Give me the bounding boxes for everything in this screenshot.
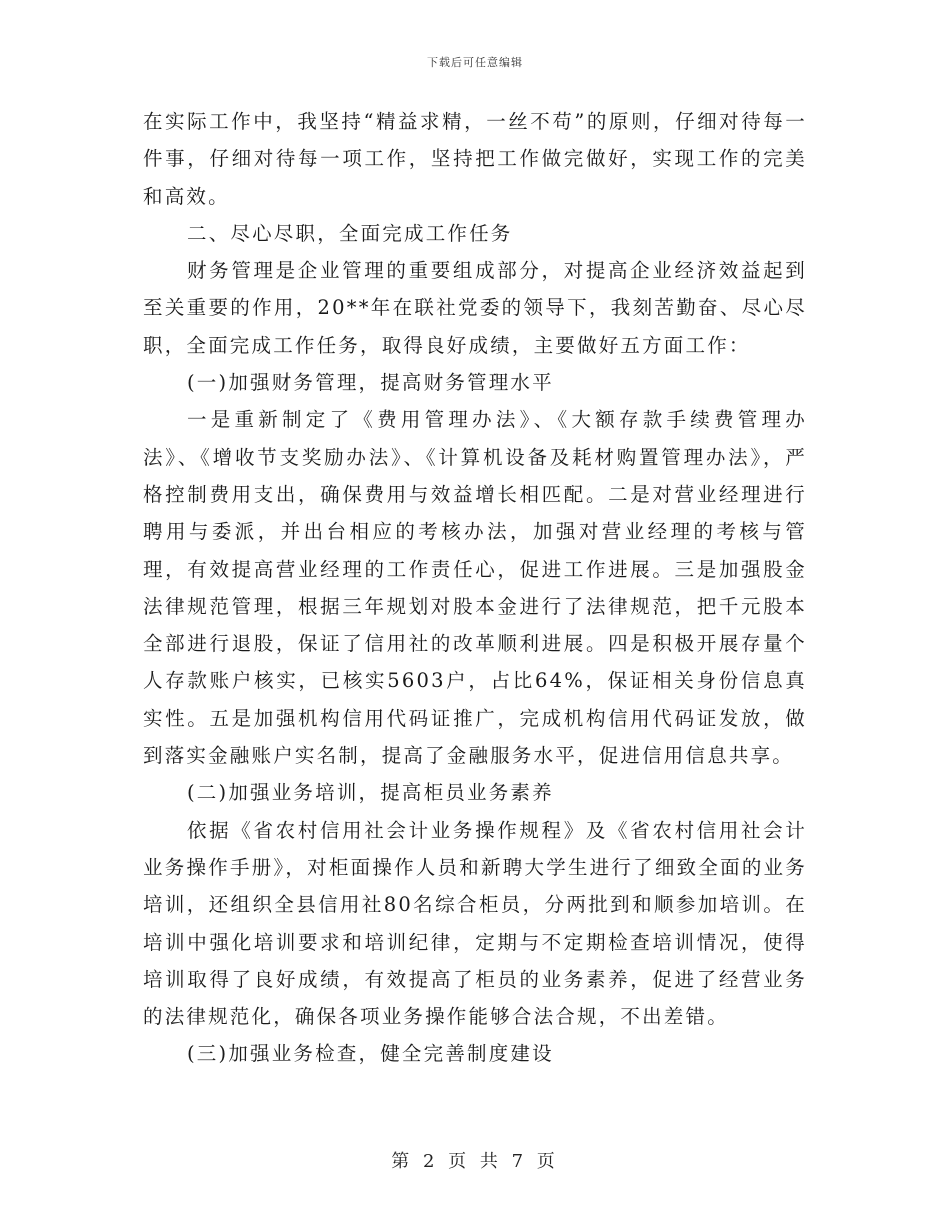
subheading-3: (三)加强业务检查，健全完善制度建设 — [187, 1042, 554, 1066]
paragraph-training: 依据《省农村信用社会计业务操作规程》及《省农村信用社会计业务操作手册》，对柜面操作人员和新聘大学生进行了细致全面的业务培训，还组织全县信用社80名综合柜员，分两批到和顺参加培训。在培训中强化培训要求和培训纪律，定期与不定期检查培训情况，使得培训取得了良好成绩，有效提高了柜员的业务素养，促进了经营业务的法律规范化，确保各项业务操作能够合法合规，不出差错。 — [143, 818, 807, 1029]
paragraph-finance-intro: 财务管理是企业管理的重要组成部分，对提高企业经济效益起到至关重要的作用，20**年在联社党委的领导下，我刻苦勤奋、尽心尽职，全面完成工作任务，取得良好成绩，主要做好五方面工作： — [143, 259, 807, 357]
paragraph-continuation: 在实际工作中，我坚持“精益求精，一丝不苟”的原则，仔细对待每一件事，仔细对待每一项工作，坚持把工作做完做好，实现工作的完美和高效。 — [143, 110, 807, 208]
paragraph-finance-measures: 一是重新制定了《费用管理办法》、《大额存款手续费管理办法》、《增收节支奖励办法》、《计算机设备及耗材购置管理办法》，严格控制费用支出，确保费用与效益增长相匹配。二是对营业经理进行聘用与委派，并出台相应的考核办法，加强对营业经理的考核与管理，有效提高营业经理的工作责任心，促进工作进展。三是加强股金法律规范管理，根据三年规划对股本金进行了法律规范，把千元股本全部进行退股，保证了信用社的改革顺利进展。四是积极开展存量个人存款账户核实，已核实5603户，占比64%，保证相关身份信息真实性。五是加强机构信用代码证推广，完成机构信用代码证发放，做到落实金融账户实名制，提高了金融服务水平，促进信用信息共享。 — [143, 408, 807, 768]
subheading-2: (二)加强业务培训，提高柜员业务素养 — [187, 781, 554, 805]
section-heading-2: 二、尽心尽职，全面完成工作任务 — [187, 221, 513, 245]
page-number-footer: 第 2 页 共 7 页 — [391, 1151, 559, 1172]
page-header-note: 下载后可任意编辑 — [427, 56, 523, 69]
subheading-1: (一)加强财务管理，提高财务管理水平 — [187, 371, 554, 395]
document-body — [143, 103, 807, 1073]
